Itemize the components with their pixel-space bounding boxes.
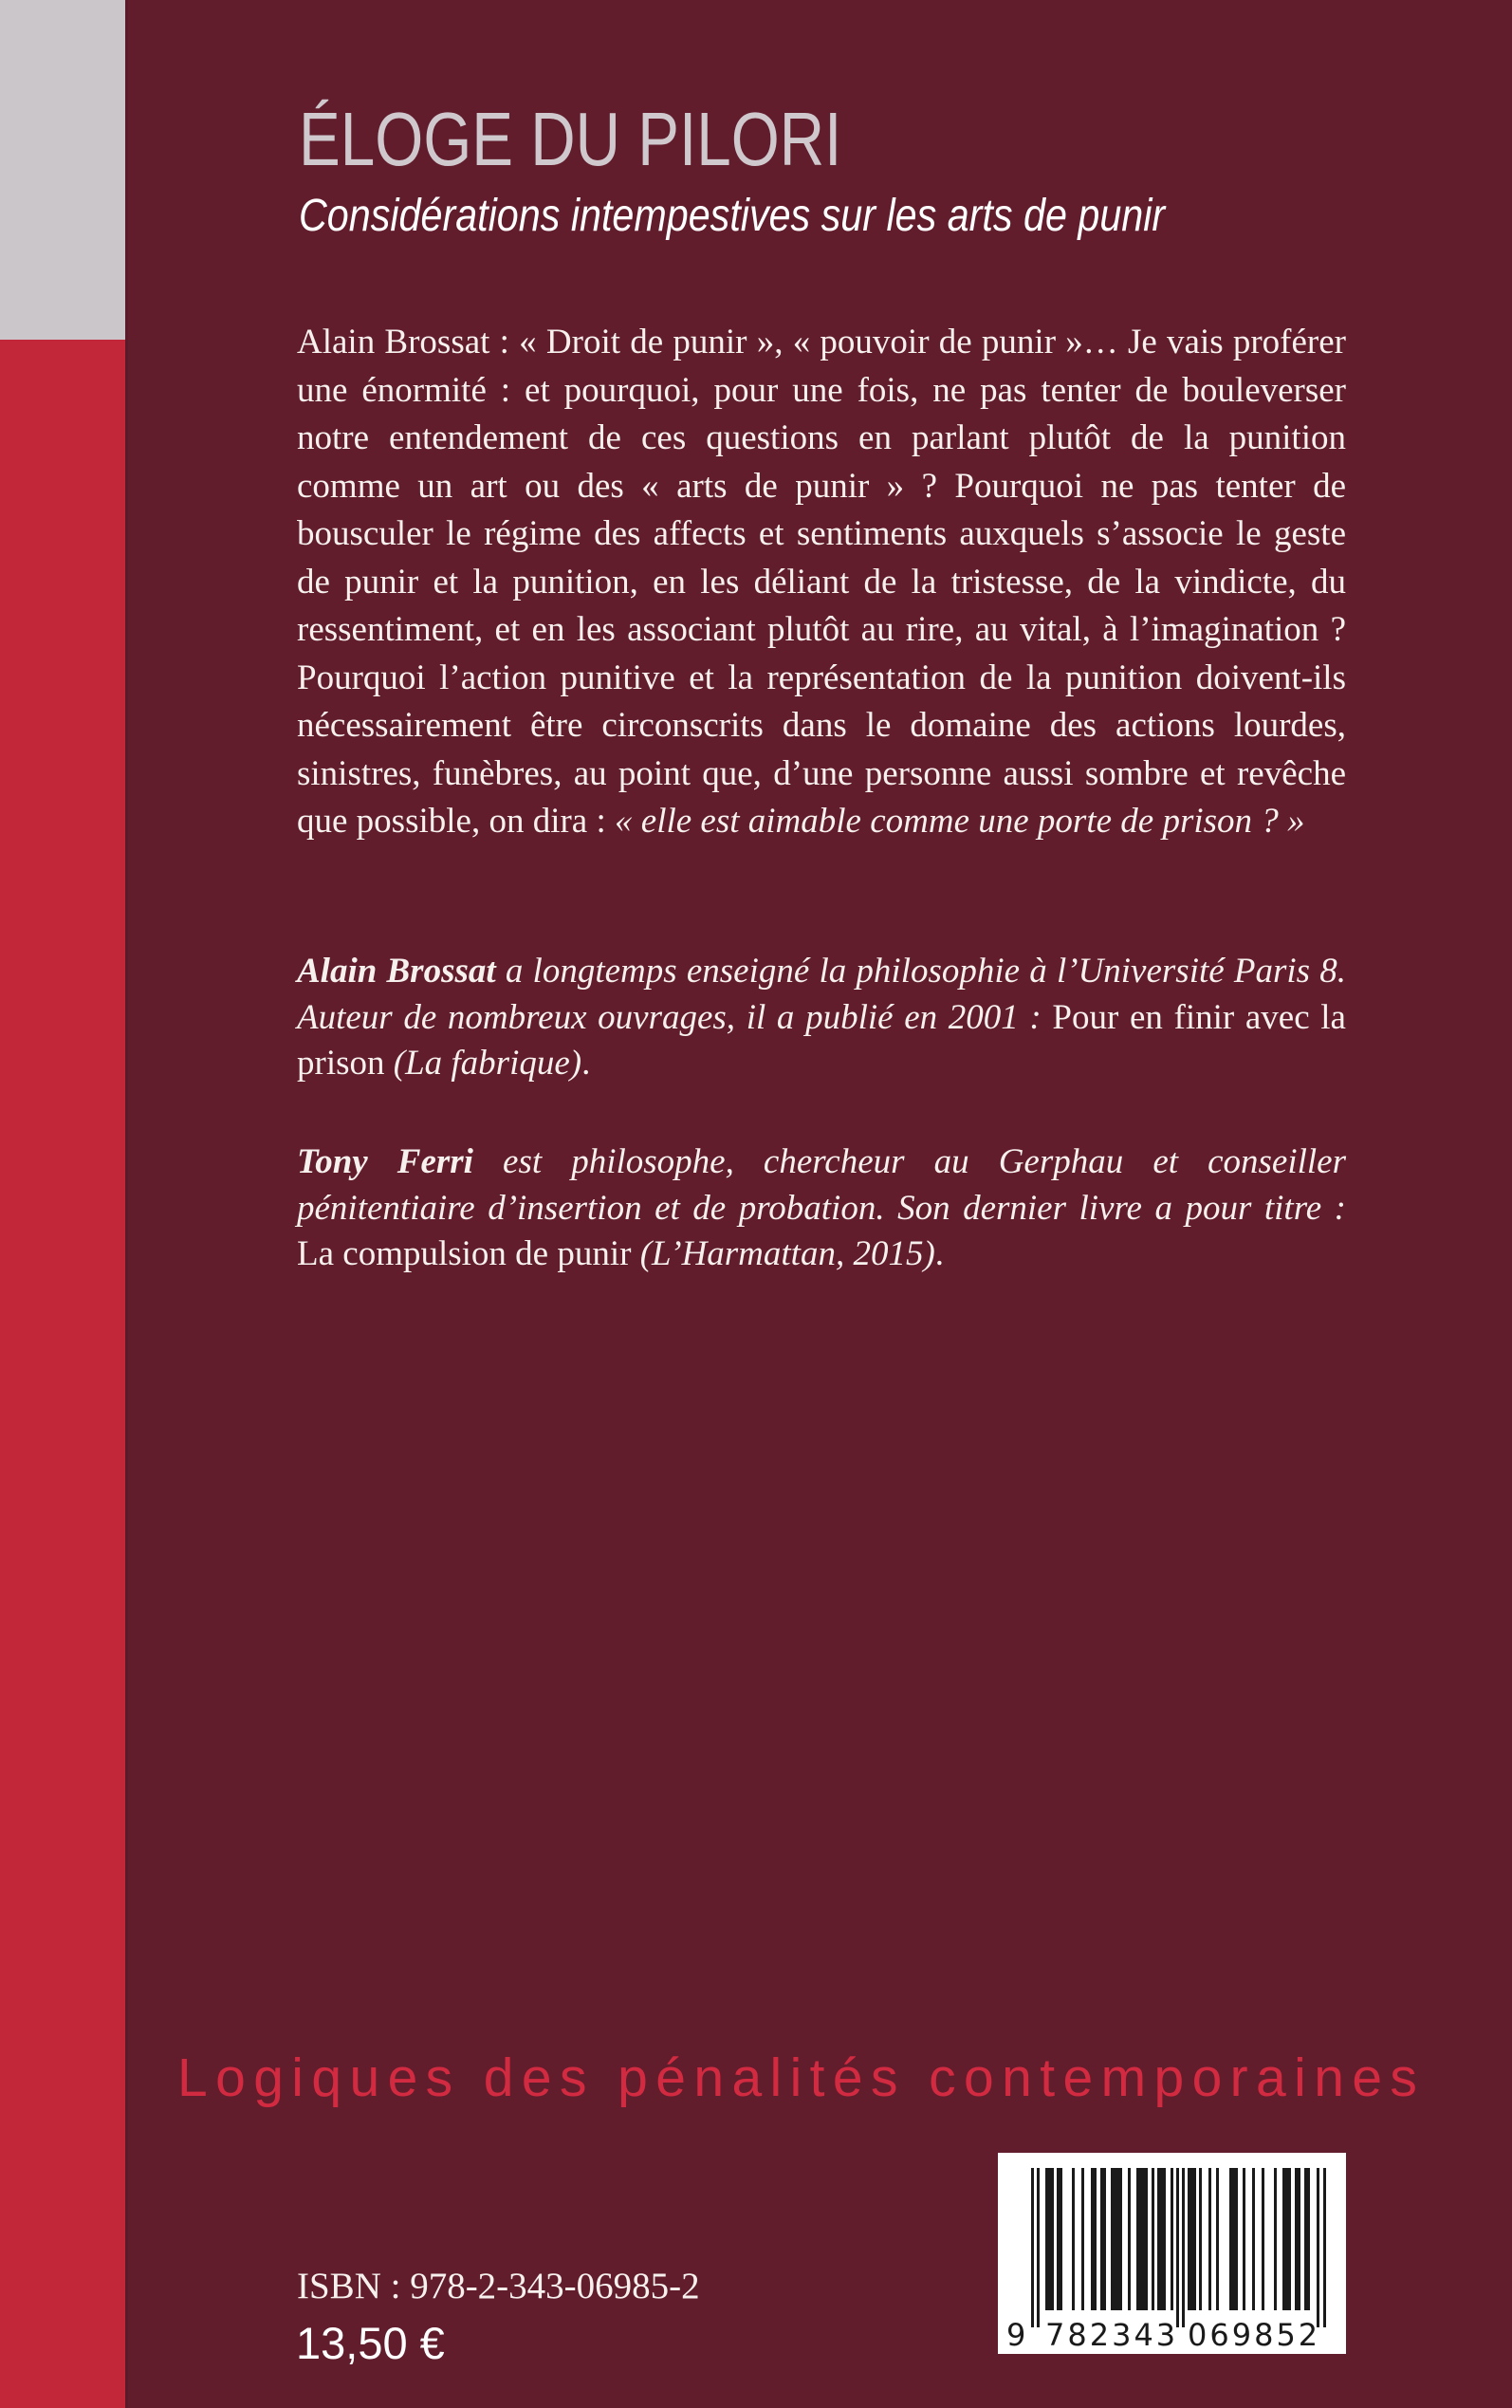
barcode-digits-right: 069852 — [1188, 2317, 1321, 2353]
barcode-digits — [998, 2317, 1346, 2355]
isbn: ISBN : 978-2-343-06985-2 — [297, 2266, 700, 2306]
author-book-publisher: (L’Harmattan, 2015) — [631, 1234, 935, 1273]
author-book-title: La compulsion de punir — [297, 1234, 632, 1273]
strip-divider — [125, 0, 128, 2408]
price: 13,50 € — [296, 2318, 445, 2368]
blurb — [297, 319, 1346, 846]
blurb-text: Alain Brossat : « Droit de punir », « pouvoir de punir »… Je vais proférer une énormité : et pourquoi, pour une fois, ne pas tenter de bouleverser notre entendement de ces questions en parlant plutôt de la punition comme un art ou des « arts de punir » ? Pourquoi ne pas tenter de bousculer le régime des affects et sentiments auxquels s’associe le geste de punir et la punition, en les déliant de la tristesse, de la vindicte, du ressentiment, et en les associant plutôt au rire, au vital, à l’imagination ? Pourquoi l’action punitive et la représentation de la punition doivent-ils nécessairement être circonscrits dans le domaine des actions lourdes, sinistres, funèbres, au point que, d’une personne aussi sombre et revêche que possible, on dira : — [297, 323, 1346, 841]
blurb-quote: « elle est aimable comme une porte de prison ? » — [615, 802, 1305, 841]
barcode-digit-lead: 9 — [1006, 2317, 1029, 2353]
author-book-publisher: (La fabrique) — [384, 1044, 582, 1083]
author-bio-ferri — [297, 1139, 1346, 1278]
bio-end: . — [934, 1234, 945, 1273]
author-name: Alain Brossat — [297, 952, 496, 991]
author-bio-brossat — [297, 949, 1346, 1087]
series-title: Logiques des pénalités contemporaines — [177, 2047, 1426, 2108]
book-title: ÉLOGE DU PILORI — [299, 97, 842, 181]
barcode — [998, 2153, 1346, 2354]
book-subtitle: Considérations intempestives sur les arts de punir — [299, 191, 1166, 241]
bio-end: . — [581, 1044, 591, 1083]
cover-strip-gray — [0, 0, 125, 340]
author-book-title: Pour en finir avec la prison — [297, 997, 1346, 1083]
author-bio-text: est philosophe, chercheur au Gerphau et conseiller pénitentiaire d’insertion et de probation. Son dernier livre a pour titre : — [297, 1142, 1346, 1228]
barcode-digits-left: 782343 — [1045, 2317, 1179, 2353]
cover-strip-red — [0, 340, 125, 2408]
author-bio-text: a longtemps enseigné la philosophie à l’Université Paris 8. Auteur de nombreux ouvrages, il a publié en 2001 : — [297, 952, 1346, 1037]
author-name: Tony Ferri — [297, 1142, 473, 1181]
